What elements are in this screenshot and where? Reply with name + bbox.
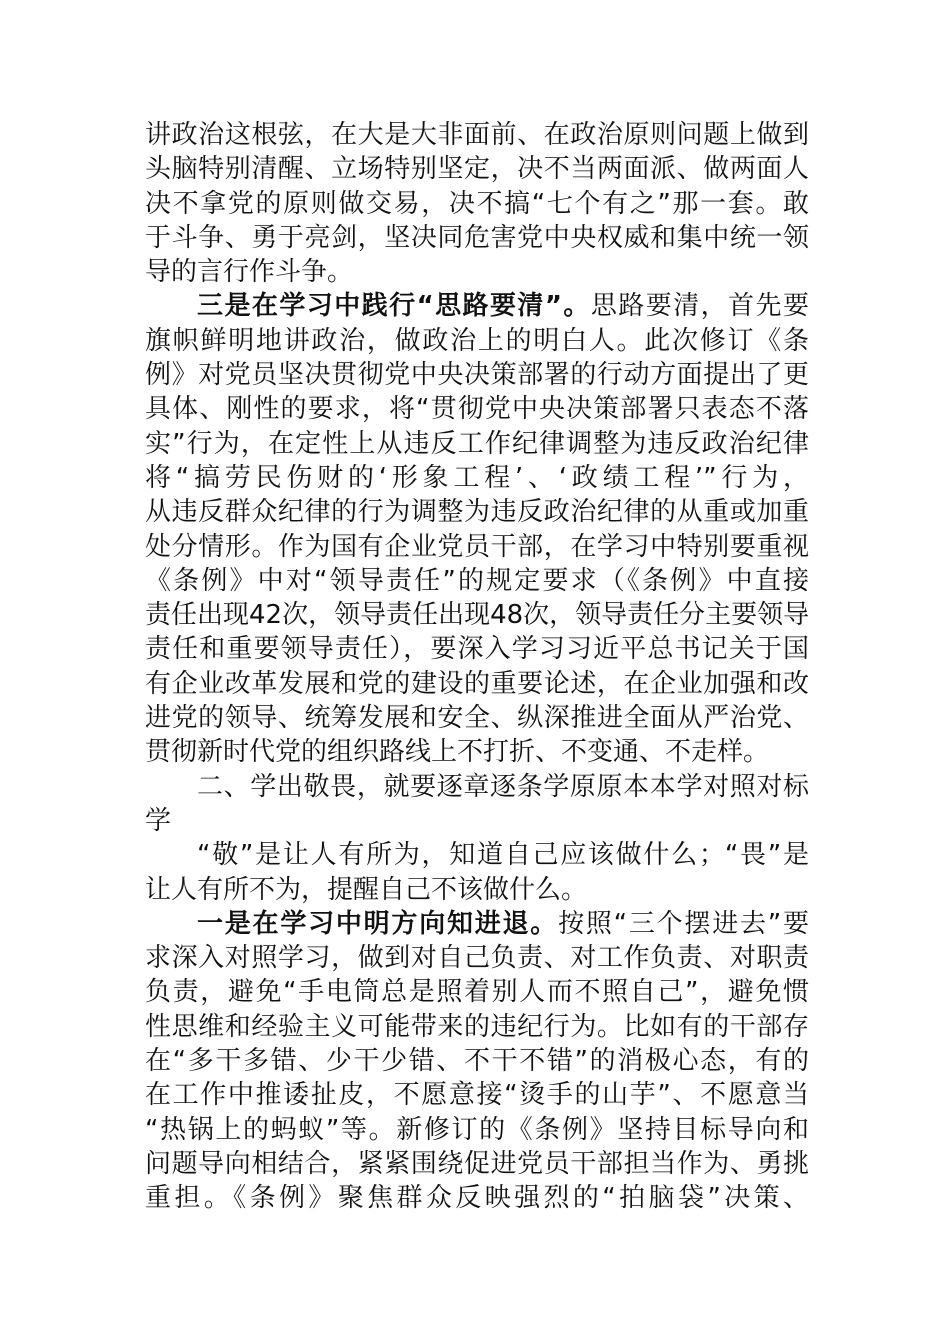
text-line <box>145 1010 809 1044</box>
text-line <box>145 495 809 529</box>
text-line <box>145 564 809 598</box>
line-text: 于斗争、勇于亮剑，坚决同危害党中央权威和集中统一领 <box>145 222 809 253</box>
line-text: 问题导向相结合，紧紧围绕促进党员干部担当作为、勇挑 <box>145 1148 809 1179</box>
line-text: 例》对党员坚决贯彻党中央决策部署的行动方面提出了更 <box>145 360 809 391</box>
text-line <box>145 289 809 323</box>
text-line <box>145 118 809 152</box>
text-line <box>145 152 809 186</box>
line-text: 贯彻新时代党的组织路线上不打折、不变通、不走样。 <box>145 737 770 768</box>
text-line <box>145 427 809 461</box>
text-line <box>145 770 809 804</box>
text-line <box>145 701 809 735</box>
line-text: 将“搞劳民伤财的‘形象工程’、‘政绩工程’”行为， <box>145 462 809 493</box>
line-text: 责任和重要领导责任），要深入学习习近平总书记关于国 <box>145 634 809 665</box>
text-line <box>145 187 809 221</box>
text-line <box>145 873 809 907</box>
text-line <box>145 1181 809 1215</box>
line-text: 在“多干多错、少干少错、不干不错”的消极心态，有的 <box>145 1046 809 1077</box>
line-text: 具体、刚性的要求，将“贯彻党中央决策部署只表态不落 <box>145 394 809 425</box>
line-text: 负责，避免“手电筒总是照着别人而不照自己”，避免惯 <box>145 977 809 1008</box>
line-text: 二、学出敬畏，就要逐章逐条学原原本本学对照对标 <box>197 771 809 802</box>
line-text: 思路要清，首先要 <box>590 291 809 322</box>
text-line <box>145 632 809 666</box>
line-text: 进党的领导、统筹发展和安全、纵深推进全面从严治党、 <box>145 703 809 734</box>
text-line <box>145 1113 809 1147</box>
text-line <box>145 975 809 1009</box>
line-text: “敬”是让人有所为，知道自己应该做什么；“畏”是 <box>197 840 809 871</box>
document-body <box>145 118 809 1216</box>
line-text: 责任出现42次，领导责任出现48次，领导责任分主要领导 <box>145 600 810 631</box>
line-text: 旗帜鲜明地讲政治，做政治上的明白人。此次修订《条 <box>145 325 809 356</box>
text-line <box>145 221 809 255</box>
line-text: “热锅上的蚂蚁”等。新修订的《条例》坚持目标导向和 <box>145 1114 809 1145</box>
line-text: 实”行为，在定性上从违反工作纪律调整为违反政治纪律 <box>145 428 809 459</box>
line-text: 讲政治这根弦，在大是大非面前、在政治原则问题上做到 <box>145 120 809 150</box>
text-line <box>145 1044 809 1078</box>
line-text: 处分情形。作为国有企业党员干部，在学习中特别要重视 <box>145 531 809 562</box>
line-text: 导的言行作斗争。 <box>145 257 354 288</box>
line-text: 学 <box>145 805 172 836</box>
text-line <box>145 1078 809 1112</box>
text-line <box>145 1147 809 1181</box>
line-text: 《条例》中对“领导责任”的规定要求（《条例》中直接 <box>145 565 809 596</box>
line-text: 按照“三个摆进去”要 <box>558 908 809 939</box>
text-line <box>145 530 809 564</box>
text-line <box>145 461 809 495</box>
text-line <box>145 255 809 289</box>
line-text: 重担。《条例》聚焦群众反映强烈的“拍脑袋”决策、 <box>145 1183 809 1214</box>
bold-lead-in: 三是在学习中践行“思路要清”。 <box>197 291 591 322</box>
text-line <box>145 735 809 769</box>
text-line <box>145 324 809 358</box>
line-text: 在工作中推诿扯皮，不愿意接“烫手的山芋”、不愿意当 <box>145 1080 809 1111</box>
line-text: 决不拿党的原则做交易，决不搞“七个有之”那一套。敢 <box>145 188 809 219</box>
line-text: 从违反群众纪律的行为调整为违反政治纪律的从重或加重 <box>145 497 809 528</box>
line-text: 性思维和经验主义可能带来的违纪行为。比如有的干部存 <box>145 1011 809 1042</box>
text-line <box>145 838 809 872</box>
line-text: 求深入对照学习，做到对自己负责、对工作负责、对职责 <box>145 943 809 974</box>
line-text: 有企业改革发展和党的建设的重要论述，在企业加强和改 <box>145 668 809 699</box>
text-line <box>145 598 809 632</box>
text-line <box>145 358 809 392</box>
text-line <box>145 804 809 838</box>
text-line <box>145 667 809 701</box>
text-line <box>145 941 809 975</box>
line-text: 头脑特别清醒、立场特别坚定，决不当两面派、做两面人 <box>145 154 809 185</box>
line-text: 让人有所不为，提醒自己不该做什么。 <box>145 874 588 905</box>
bold-lead-in: 一是在学习中明方向知进退。 <box>197 908 559 939</box>
text-line <box>145 392 809 426</box>
text-line <box>145 907 809 941</box>
